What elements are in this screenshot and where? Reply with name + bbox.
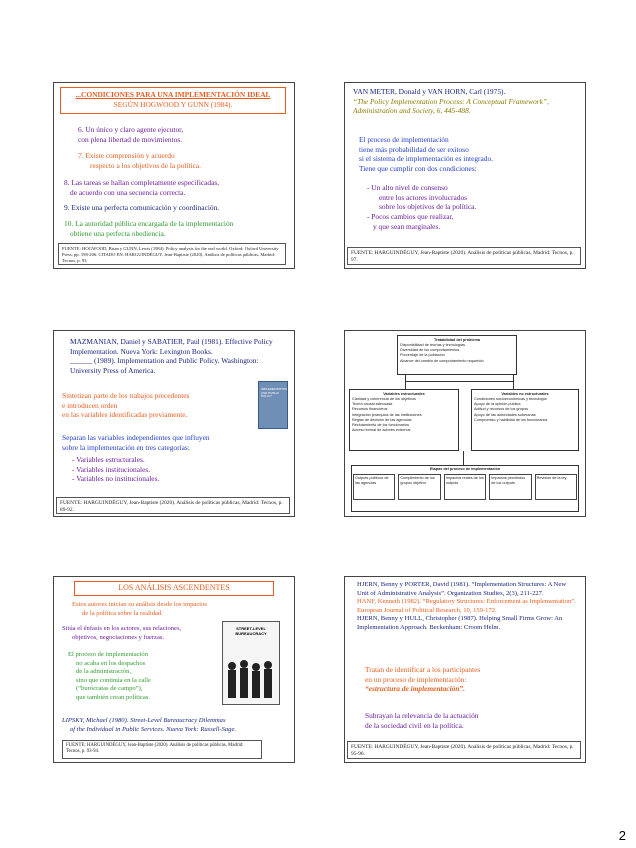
- reference-1: MAZMANIAN, Daniel y SABATIER, Paul (1981). Effective Policy Implementation. Nueva York: Lexington Books.: [70, 337, 273, 356]
- book-cover-title: STREET-LEVEL BUREAUCRACY: [235, 626, 267, 636]
- body-text: El proceso de implementación tiene más probabilidad de ser exitoso si el sistema de implementación es integrado. Tiene que cumplir con dos condiciones:: [359, 135, 494, 173]
- slide-subtitle: SEGÚN HOGWOOD Y GUNN (1984).: [113, 99, 233, 109]
- paragraph-variables: Separan las variables independientes que influyen sobre la implementación en tres categorías:: [62, 433, 210, 452]
- item-9: 9. Existe una perfecta comunicación y coordinación.: [64, 203, 220, 212]
- slide-hogwood-gunn: [53, 82, 295, 269]
- box-implementation-stages: Etapas del proceso de implementación Outputs políticos de las agencias Cumplimiento de los grupos objetivo Impactos reales de los outputs Impactos percibidos de los outputs Revisión de la ley: [351, 465, 579, 512]
- paragraph-civil-society: Subrayan la relevancia de la actuación de la sociedad civil en la política.: [365, 711, 479, 730]
- reference-hjern-hull: HJERN, Benny y HULL, Christopher (1987). Helping Small Firms Grow: An Implementation Approach. Beckenham: Croom Helm.: [357, 615, 563, 631]
- stage-3: Impactos reales de los outputs: [444, 474, 486, 500]
- reference-2: ______ (1989). Implementation and Public Policy. Washington: University Press of America.: [70, 356, 259, 375]
- book-cover-image: [258, 381, 288, 429]
- slide-title-box: [60, 87, 286, 114]
- condition-list: - Un alto nivel de consenso entre los actores involucrados sobre los objetivos de la política. - Pocos cambios que realizar, y que sean marginales.: [367, 183, 477, 231]
- slide-footer: FUENTE: HOGWOOD, Brian y GUNN, Lewis (1984). Policy analysis for the real world. Oxford: Oxford University Press, pp. 198-206. CITADO EN: HARGUINDÉGUY, Jean-Baptiste (2020). Análisis de políticas públicas, Madrid: Tecnos, p. 93.: [58, 243, 286, 265]
- stage-1: Outputs políticos de las agencias: [353, 474, 395, 500]
- silhouettes-icon: [223, 654, 281, 704]
- paragraph-participants: Tratan de identificar a los participantes en un proceso de implementación: “estructura de implementación”.: [365, 665, 481, 694]
- slide-title: ...CONDICIONES PARA UNA IMPLEMENTACIÓN IDEAL: [75, 90, 271, 99]
- slide-van-meter-van-horn: [344, 82, 586, 269]
- item-7: 7. Existe comprensión y acuerdo respecto a los objetivos de la política.: [78, 151, 202, 170]
- page-number: 2: [618, 828, 626, 843]
- box-non-structural-variables: Variables no estructurales Condiciones socioeconómicas y tecnología Apoyo de la opinión pública Actitud y recursos de los grupos Apoyo de las autoridades soberanas Compromiso y habilidad de los funcionarios: [471, 389, 579, 451]
- reference-block: [353, 87, 579, 116]
- slide-footer: FUENTE: HARGUINDÉGUY, Jean-Baptiste (2020). Análisis de políticas públicas, Madrid: Tecnos, p. 97.: [347, 247, 581, 265]
- item-10: 10. La autoridad pública encargada de la implementación obtiene una perfecta obediencia.: [64, 219, 234, 238]
- slide-bottom-up-analyses: [53, 576, 295, 763]
- book-cover-title: IMPLEMENTATION AND PUBLIC POLICY: [261, 387, 288, 399]
- slide-implementation-diagram: [344, 330, 586, 517]
- box-structural-variables: Variables estructurales Claridad y coherencia de los objetivos Teoría causal adecuada Recursos financieros Integración jerárquica de las instituciones Reglas de decisión de las agencias Reclutamiento de los funcionarios Acceso formal de actores externos: [349, 389, 459, 451]
- reference-line-2: “The Policy Implementation Process: A Conceptual Framework”, Administration and Society, 6, 445-488.: [353, 96, 549, 116]
- connector-top-horizontal: [405, 381, 513, 382]
- paragraph-synthesis: Sintetizan parte de los trabajos precedentes e introducen orden en las variables identificadas previamente.: [62, 391, 190, 420]
- box-problem-tractability: Tratabilidad del problema Disponibilidad de teorías y tecnologías Diversidad de los comportamientos Porcentaje de la población Alcance del cambio de comportamiento requerido: [397, 335, 517, 375]
- item-8: 8. Las tareas se hallan completamente especificadas, de acuerdo con una secuencia correcta.: [64, 178, 220, 197]
- paragraph-process: El proceso de implementación no acaba en los despachos de la administración, sino que continúa en la calle (“burócratas de campo”), que también crean políticas.: [68, 651, 151, 701]
- book-cover-image: [222, 621, 280, 705]
- reference-lipsky: LIPSKY, Michael (1980). Street-Level Bureaucracy Dilemmas of the Individual in Public Services. Nueva York: Russell-Sage.: [62, 717, 237, 733]
- slide-footer: FUENTE: HARGUINDÉGUY, Jean-Baptiste (2020). Análisis de políticas públicas, Madrid: Tecnos, p. 93-94.: [62, 740, 262, 759]
- slide-footer: FUENTE: HARGUINDÉGUY, Jean-Baptiste (2020). Análisis de políticas públicas, Madrid: Tecnos, p. 95-96.: [347, 741, 581, 759]
- stage-4: Impactos percibidos de los outputs: [489, 474, 531, 500]
- slide-title-box: [74, 581, 274, 596]
- slide-mazmanian-sabatier: [53, 330, 295, 517]
- item-6: 6. Un único y claro agente ejecutor, con plena libertad de movimientos.: [78, 125, 184, 144]
- references: [357, 581, 579, 632]
- connector-top-left: [405, 375, 406, 389]
- paragraph-start: Estos autores inician su análisis desde los impactos de la política sobre la realidad.: [72, 601, 207, 617]
- reference-hjern-porter: HJERN, Benny y PORTER, David (1981). “Implementation Structures: A New Unit of Administrative Analysis”. Organization Studies, 2(3), 211-227.: [357, 581, 567, 597]
- reference-hanf: HANF, Kenneth (1982). “Regulatory Structures: Enforcement as Implementation”. European Journal of Political Research, 10, 159-172.: [357, 598, 576, 614]
- reference-line-1: VAN METER, Donald y VAN HORN, Carl (1975).: [353, 87, 506, 96]
- connector-middle: [463, 451, 464, 465]
- slide-implementation-structures: [344, 576, 586, 763]
- category-list: - Variables estructurales. - Variables institucionales. - Variables no institucionales.: [72, 455, 159, 484]
- stage-5: Revisión de la ley: [535, 474, 577, 500]
- slide-footer: FUENTE: HARGUINDÉGUY, Jean-Baptiste (2020). Análisis de políticas públicas, Madrid: Tecnos, p. 89-92.: [56, 497, 290, 514]
- slide-title: LOS ANÁLISIS ASCENDENTES: [118, 583, 230, 592]
- stage-2: Cumplimiento de los grupos objetivo: [398, 474, 440, 500]
- connector-top-right: [513, 375, 514, 389]
- paragraph-actors: Sitúa el énfasis en los actores, sus relaciones, objetivos, negociaciones y fuerzas.: [62, 625, 182, 641]
